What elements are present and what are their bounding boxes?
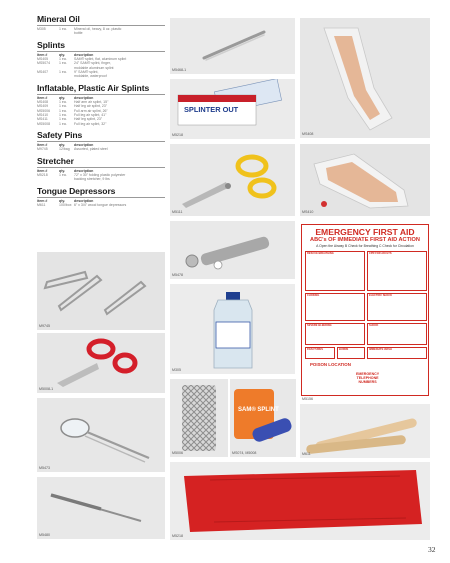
section-title: Tongue Depressors: [37, 186, 165, 198]
tongue-depressors-icon: [300, 404, 430, 458]
section-title: Stretcher: [37, 156, 165, 168]
photo-caption: M5111: [172, 210, 183, 214]
photo-tweezers: [170, 18, 295, 74]
table-row: moldable, waterproof: [74, 74, 107, 79]
emergency-first-aid-poster: [301, 224, 429, 396]
air-splint-arm-icon: [300, 18, 430, 138]
table-row: MS405 1 ea. SAM® splint, flat, aluminum splint: [37, 56, 127, 61]
table-row: M611 100/box 6" x 3/4" wood tongue depressors: [37, 202, 127, 207]
photo-splinter-out: [170, 79, 295, 139]
sam-splint-icon: [230, 379, 296, 457]
photo-magnifier-tweezers: [37, 398, 165, 472]
table-row: backing stretcher, 9 lbs: [74, 177, 110, 182]
catalog-text-column: [37, 14, 165, 211]
photo-red-scissors: [37, 333, 165, 393]
poster-phone-numbers: EMERGENCY TELEPHONE NUMBERS: [356, 372, 380, 385]
table-row: MS408 1 ea. Half arm air splint, 15": [37, 99, 109, 104]
forceps-icon: [170, 221, 295, 279]
photo-caption: M5006: [172, 451, 183, 455]
poster-section: CPR FOR ADULTS: [367, 251, 427, 291]
photo-caption: M5156: [302, 397, 313, 401]
splinter-out-logo: SPLINTER OUT: [184, 105, 239, 114]
scissors-icon: [37, 333, 165, 393]
sam-splint-logo: SAM® SPLINT: [238, 407, 279, 413]
stretcher-icon: [170, 462, 430, 540]
table-row: MS5074 1 ea. 24" SAM® splint, finger,: [37, 61, 111, 66]
mineral-oil-bottle-icon: [170, 284, 295, 374]
section-air-splints: [37, 83, 165, 126]
photo-bottle: [170, 284, 295, 374]
photo-wire-splint: [170, 379, 228, 457]
poster-section: SHOCK: [367, 323, 427, 345]
photo-sam-splint: [230, 379, 296, 457]
photo-caption: M611: [302, 452, 311, 456]
photo-caption: M5480: [39, 533, 50, 537]
photo-caption: M305: [172, 368, 181, 372]
poster-title: EMERGENCY FIRST AID: [315, 227, 415, 237]
probe-icon: [37, 477, 165, 539]
wire-ladder-splint-icon: [170, 379, 228, 457]
photo-shears: [170, 144, 295, 216]
table-row: MS411 1 ea. Half leg splint, 23": [37, 117, 103, 122]
tweezers-icon: [170, 18, 295, 74]
table-row: MS5006 1 ea. Full arm air splint, 26": [37, 108, 108, 113]
section-mineral-oil: [37, 14, 165, 36]
photo-caption: M9745: [39, 324, 50, 328]
photo-air-splint-leg: [300, 144, 430, 216]
poster-section: ELECTRIC SHOCK: [367, 293, 427, 321]
photo-stretcher: [170, 462, 430, 540]
table-row: M5218 1 ea. 72" x 30" folding plastic polyester: [37, 172, 126, 177]
photo-safety-pins: [37, 252, 165, 330]
poster-section: FRACTURES: [305, 347, 335, 359]
poster-poison-label: POISON LOCATION: [310, 362, 351, 367]
air-splint-leg-icon: [300, 144, 430, 216]
table-row: M305 1 ea. Mineral oil, heavy, 8 oz. plastic: [37, 27, 122, 31]
photo-probe: [37, 477, 165, 539]
table-row: MS410 1 ea. Full leg air splint, 41": [37, 113, 107, 118]
poster-section: RESCUE BREATHING: [305, 251, 365, 291]
photo-caption: M5218: [172, 534, 183, 538]
section-stretcher: [37, 156, 165, 182]
photo-tongue-depressors: [300, 404, 430, 458]
photo-caption: MS408: [302, 132, 314, 136]
section-title: Splints: [37, 40, 165, 52]
photo-caption: M5218: [172, 133, 183, 137]
magnifier-tweezers-icon: [37, 398, 165, 472]
photo-caption: MS074, M5008: [232, 451, 257, 455]
table-row: bottle: [74, 31, 83, 36]
photo-forceps: [170, 221, 295, 279]
photo-caption: M5468-1: [172, 68, 187, 72]
section-title: Safety Pins: [37, 130, 165, 142]
photo-caption: MS410: [302, 210, 314, 214]
table-header: item # qty. description: [37, 95, 94, 100]
trauma-shears-icon: [170, 144, 295, 216]
table-row: moldable aluminum splint: [74, 65, 114, 70]
poster-section: IMMEDIATE WASH: [367, 347, 427, 359]
section-title: Mineral Oil: [37, 14, 165, 26]
table-header: item # qty. description: [37, 143, 94, 148]
section-title: Inflatable, Plastic Air Splints: [37, 83, 165, 95]
photo-caption: M5473: [39, 466, 50, 470]
poster-subtitle-2: A Open the Airway B Check for Breathing C Check for Circulation: [316, 244, 414, 248]
table-row: M9745 12/bag Assorted, plated steel: [37, 147, 108, 152]
table-header: item # qty. description: [37, 52, 94, 57]
section-tongue-depressors: [37, 186, 165, 207]
table-row: MS5008 1 ea. Full leg air splint, 32": [37, 121, 107, 126]
table-row: MS409 1 ea. Half leg air splint, 23": [37, 104, 107, 109]
table-header: item # qty. description: [37, 198, 94, 203]
photo-air-splint-arm: [300, 18, 430, 138]
poster-subtitle: ABC's OF IMMEDIATE FIRST AID ACTION: [310, 237, 420, 243]
poster-section: CHOKING: [305, 293, 365, 321]
photo-caption: M5008-1: [39, 387, 54, 391]
poster-section: SEVERE BLEEDING: [305, 323, 365, 345]
section-safety-pins: [37, 130, 165, 151]
photo-caption: M5478: [172, 273, 183, 277]
page-number: 32: [428, 545, 436, 554]
table-row: MS407 1 ea. 9" SAM® splint,: [37, 70, 99, 75]
section-splints: [37, 40, 165, 79]
poster-section: BURNS: [337, 347, 365, 359]
table-header: item # qty. description: [37, 168, 94, 173]
safety-pins-icon: [37, 252, 165, 330]
